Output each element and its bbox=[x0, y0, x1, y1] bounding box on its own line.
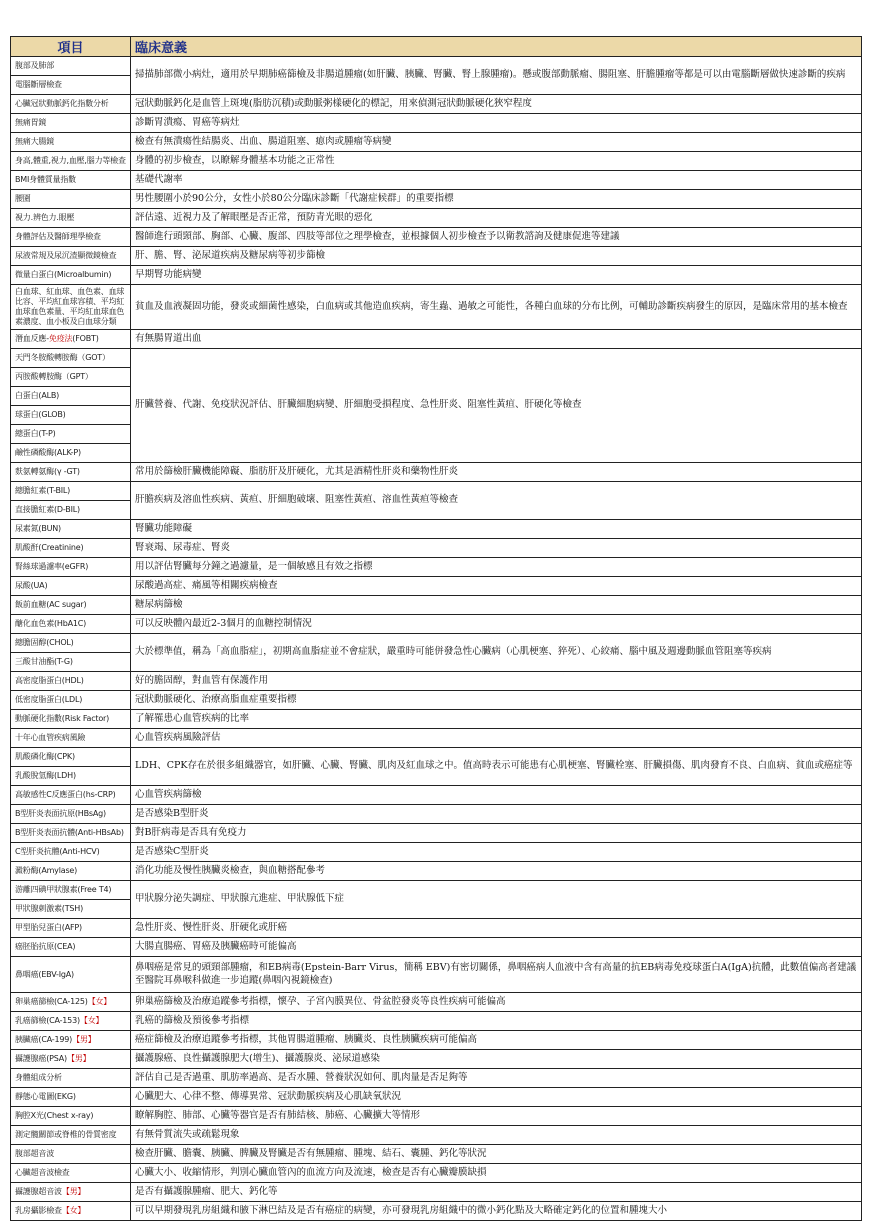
exam-item-cell bbox=[11, 152, 131, 171]
exam-item-cell bbox=[11, 1050, 131, 1069]
exam-item-name: 攝護腺癌(PSA) bbox=[15, 1054, 67, 1063]
table-row bbox=[11, 938, 862, 957]
exam-item-cell bbox=[11, 596, 131, 615]
header-item: 項目 bbox=[11, 37, 131, 57]
exam-item-tag: 【女】 bbox=[79, 1016, 104, 1025]
table-row bbox=[11, 1069, 862, 1088]
exam-item-cell bbox=[11, 615, 131, 634]
exam-item-name: 白蛋白(ALB) bbox=[15, 391, 60, 400]
table-row bbox=[11, 691, 862, 710]
clinical-meaning-cell: 冠狀動脈硬化、治療高脂血症重要指標 bbox=[131, 691, 862, 710]
exam-item-name: 無痛大腸鏡 bbox=[15, 137, 54, 146]
exam-item-name: B型肝炎表面抗體(Anti-HBsAb) bbox=[15, 828, 124, 837]
clinical-meaning-cell: 有無骨質流失或疏鬆現象 bbox=[131, 1126, 862, 1145]
table-row bbox=[11, 1183, 862, 1202]
clinical-meaning-cell: 評估自己是否過重、肌肪率過高、是否水腫、營養狀況如何、肌肉量是否足夠等 bbox=[131, 1069, 862, 1088]
exam-item-name: B型肝炎表面抗原(HBsAg) bbox=[15, 809, 106, 818]
table-row bbox=[11, 171, 862, 190]
exam-item-name: 乳酸脫氫酶(LDH) bbox=[15, 771, 76, 780]
table-row bbox=[11, 843, 862, 862]
exam-item-name: 視力.辨色力.眼壓 bbox=[15, 213, 75, 222]
exam-item-cell bbox=[11, 862, 131, 881]
table-row bbox=[11, 1088, 862, 1107]
clinical-meaning-cell: LDH、CPK存在於很多組織器官，如肝臟、心臟、腎臟、肌肉及紅血球之中。值高時表示可能患有心肌梗塞、腎臟栓塞、肝臟損傷、肌肉發育不良、白血病、貧血或癌症等 bbox=[131, 748, 862, 786]
exam-item-cell bbox=[11, 1145, 131, 1164]
clinical-meaning-cell: 腎衰竭、尿毒症、腎炎 bbox=[131, 539, 862, 558]
exam-item-cell bbox=[11, 425, 131, 444]
table-row bbox=[11, 349, 862, 368]
clinical-meaning-cell: 心臟大小、收縮情形，判別心臟血管內的血流方向及流速，檢查是否有心臟瓣膜缺損 bbox=[131, 1164, 862, 1183]
clinical-meaning-cell: 乳癌的篩檢及預後參考指標 bbox=[131, 1012, 862, 1031]
exam-item-cell bbox=[11, 247, 131, 266]
table-row bbox=[11, 190, 862, 209]
exam-item-cell bbox=[11, 843, 131, 862]
exam-item-name: 癌胚胎抗原(CEA) bbox=[15, 942, 76, 951]
exam-item-name: 麩氨轉氨酶(γ -GT) bbox=[15, 467, 80, 476]
exam-item-cell bbox=[11, 114, 131, 133]
exam-item-name: 電腦斷層檢查 bbox=[15, 80, 62, 89]
exam-item-cell bbox=[11, 748, 131, 767]
table-row bbox=[11, 748, 862, 767]
exam-item-cell bbox=[11, 76, 131, 95]
exam-item-cell bbox=[11, 406, 131, 425]
clinical-meaning-cell: 甲狀腺分泌失調症、甲狀腺亢進症、甲狀腺低下症 bbox=[131, 881, 862, 919]
table-row bbox=[11, 957, 862, 993]
exam-item-name: 肌酸磷化酶(CPK) bbox=[15, 752, 75, 761]
clinical-meaning-cell: 診斷胃潰瘍、胃癌等病灶 bbox=[131, 114, 862, 133]
exam-item-cell bbox=[11, 824, 131, 843]
exam-item-name: 尿酸(UA) bbox=[15, 581, 48, 590]
clinical-meaning-cell: 心血管疾病風險評估 bbox=[131, 729, 862, 748]
clinical-meaning-cell: 早期腎功能病變 bbox=[131, 266, 862, 285]
exam-item-cell bbox=[11, 938, 131, 957]
exam-item-cell bbox=[11, 919, 131, 938]
exam-item-cell bbox=[11, 900, 131, 919]
exam-item-name: 心臟超音波檢查 bbox=[15, 1168, 70, 1177]
clinical-meaning-cell: 用以評估腎臟每分鐘之過濾量，是一個敏感且有效之指標 bbox=[131, 558, 862, 577]
exam-item-name: 動脈硬化指數(Risk Factor) bbox=[15, 714, 110, 723]
clinical-meaning-cell: 大腸直腸癌、胃癌及胰臟癌時可能偏高 bbox=[131, 938, 862, 957]
exam-item-name: 甲型胎兒蛋白(AFP) bbox=[15, 923, 82, 932]
exam-item-tag: 免疫法 bbox=[48, 334, 73, 343]
exam-item-cell bbox=[11, 133, 131, 152]
exam-item-name: 球蛋白(GLOB) bbox=[15, 410, 66, 419]
exam-item-name: 乳癌篩檢(CA-153) bbox=[15, 1016, 80, 1025]
exam-item-cell bbox=[11, 463, 131, 482]
exam-item-name: 卵巢癌篩檢(CA-125) bbox=[15, 997, 88, 1006]
health-exam-table-sheet bbox=[10, 36, 861, 1221]
table-header-row bbox=[11, 37, 862, 57]
exam-item-name: 低密度脂蛋白(LDL) bbox=[15, 695, 83, 704]
clinical-meaning-cell: 尿酸過高症、痛風等相關疾病檢查 bbox=[131, 577, 862, 596]
exam-item-cell bbox=[11, 95, 131, 114]
exam-item-cell bbox=[11, 349, 131, 368]
exam-item-name: 腎絲球過濾率(eGFR) bbox=[15, 562, 89, 571]
table-row bbox=[11, 1050, 862, 1069]
exam-item-name: 鼻咽癌(EBV-IgA) bbox=[15, 969, 74, 979]
exam-item-cell bbox=[11, 767, 131, 786]
clinical-meaning-cell: 是否感染B型肝炎 bbox=[131, 805, 862, 824]
clinical-meaning-cell: 冠狀動脈鈣化是血管上斑塊(脂肪沉積)或動脈粥樣硬化的標記，用來偵測冠狀動脈硬化狹窄程度 bbox=[131, 95, 862, 114]
table-row bbox=[11, 114, 862, 133]
exam-item-name: 澱粉酶(Amylase) bbox=[15, 866, 78, 875]
clinical-meaning-cell: 評估遠、近視力及了解眼壓是否正常，預防青光眼的惡化 bbox=[131, 209, 862, 228]
exam-item-name: 腹部超音波 bbox=[15, 1149, 54, 1158]
exam-item-cell bbox=[11, 653, 131, 672]
exam-item-cell bbox=[11, 672, 131, 691]
exam-item-cell bbox=[11, 1164, 131, 1183]
exam-item-cell bbox=[11, 368, 131, 387]
exam-item-name: 總膽紅素(T-BIL) bbox=[15, 486, 71, 495]
clinical-meaning-cell: 檢查有無潰瘍性結腸炎、出血、腸道阻塞、瘜肉或腫瘤等病變 bbox=[131, 133, 862, 152]
table-row bbox=[11, 919, 862, 938]
exam-item-cell bbox=[11, 482, 131, 501]
exam-item-cell bbox=[11, 729, 131, 748]
table-row bbox=[11, 285, 862, 330]
table-row bbox=[11, 1031, 862, 1050]
exam-item-cell bbox=[11, 1183, 131, 1202]
clinical-meaning-cell: 糖尿病篩檢 bbox=[131, 596, 862, 615]
exam-item-cell bbox=[11, 634, 131, 653]
exam-item-name: 腹部及肺部 bbox=[15, 61, 54, 70]
clinical-meaning-cell: 大於標準值，稱為「高血脂症」，初期高血脂症並不會症狀，嚴重時可能併發急性心臟病（心肌梗塞、猝死）、心絞痛、腦中風及週邊動脈血管阻塞等疾病 bbox=[131, 634, 862, 672]
clinical-meaning-cell: 是否有攝護腺腫瘤、肥大、鈣化等 bbox=[131, 1183, 862, 1202]
table-row bbox=[11, 993, 862, 1012]
exam-item-suffix: (FOBT) bbox=[72, 334, 99, 343]
exam-item-cell bbox=[11, 1107, 131, 1126]
exam-item-tag: 【男】 bbox=[72, 1035, 96, 1044]
table-row bbox=[11, 247, 862, 266]
exam-item-cell bbox=[11, 228, 131, 247]
exam-item-cell bbox=[11, 520, 131, 539]
table-row bbox=[11, 520, 862, 539]
clinical-meaning-cell: 了解罹患心血管疾病的比率 bbox=[131, 710, 862, 729]
table-row bbox=[11, 539, 862, 558]
exam-item-name: 無痛胃鏡 bbox=[15, 118, 47, 127]
exam-items-table bbox=[10, 36, 862, 1221]
exam-item-name: 身高,體重,視力,血壓,腦力等檢查 bbox=[15, 156, 126, 165]
clinical-meaning-cell: 消化功能及慢性胰臟炎檢查，與血糖搭配參考 bbox=[131, 862, 862, 881]
table-row bbox=[11, 482, 862, 501]
exam-item-cell bbox=[11, 805, 131, 824]
table-row bbox=[11, 672, 862, 691]
clinical-meaning-cell: 急性肝炎、慢性肝炎、肝硬化或肝癌 bbox=[131, 919, 862, 938]
exam-item-name: 尿液常規及尿沉渣顯微鏡檢查 bbox=[15, 251, 117, 260]
table-row bbox=[11, 881, 862, 900]
exam-item-name: 潛血反應- bbox=[15, 334, 49, 343]
exam-item-cell bbox=[11, 444, 131, 463]
table-row bbox=[11, 1145, 862, 1164]
exam-item-cell bbox=[11, 539, 131, 558]
exam-item-cell bbox=[11, 266, 131, 285]
exam-item-cell bbox=[11, 57, 131, 76]
exam-item-name: 胸腔X光(Chest x-ray) bbox=[15, 1111, 94, 1120]
table-row bbox=[11, 1164, 862, 1183]
clinical-meaning-cell: 心臟肥大、心律不整、傳導異常、冠狀動脈疾病及心肌缺氧狀況 bbox=[131, 1088, 862, 1107]
table-row bbox=[11, 266, 862, 285]
clinical-meaning-cell: 掃描肺部微小病灶，適用於早期肺癌篩檢及非腸道腫瘤(如肝臟、胰臟、腎臟、腎上腺腫瘤)。懸或腹部動脈瘤、腸阻塞、肝膽腫瘤等都是可以由電腦斷層做快速診斷的疾病 bbox=[131, 57, 862, 95]
exam-item-name: 高敏感性C反應蛋白(hs-CRP) bbox=[15, 790, 116, 799]
clinical-meaning-cell: 肝臟營養、代謝、免疫狀況評估、肝臟細胞病變、肝細胞受損程度、急性肝炎、阻塞性黃疸、肝硬化等檢查 bbox=[131, 349, 862, 463]
clinical-meaning-cell: 卵巢癌篩檢及治療追蹤參考指標，懷孕、子宮內膜異位、骨盆腔發炎等良性疾病可能偏高 bbox=[131, 993, 862, 1012]
table-row bbox=[11, 95, 862, 114]
clinical-meaning-cell: 檢查肝臟、膽囊、胰臟、脾臟及腎臟是否有無腫瘤、腫塊、結石、囊腫、鈣化等狀況 bbox=[131, 1145, 862, 1164]
exam-item-name: 白血球、紅血球、血色素、血球比容、平均紅血球容積、平均紅血球血色素量、平均紅血球血色素濃度、血小板及白血球分類 bbox=[15, 287, 125, 326]
clinical-meaning-cell: 心血管疾病篩檢 bbox=[131, 786, 862, 805]
exam-item-cell bbox=[11, 710, 131, 729]
table-row bbox=[11, 133, 862, 152]
table-row bbox=[11, 209, 862, 228]
exam-item-cell bbox=[11, 501, 131, 520]
exam-item-cell bbox=[11, 285, 131, 330]
clinical-meaning-cell: 可以反映體內最近2-3個月的血糖控制情況 bbox=[131, 615, 862, 634]
exam-item-cell bbox=[11, 786, 131, 805]
header-clinical-meaning: 臨床意義 bbox=[131, 37, 862, 57]
table-row bbox=[11, 729, 862, 748]
exam-item-name: 攝護腺超音波 bbox=[15, 1187, 62, 1196]
exam-item-name: 胰臟癌(CA-199) bbox=[15, 1035, 73, 1044]
clinical-meaning-cell: 有無腸胃道出血 bbox=[131, 330, 862, 349]
clinical-meaning-cell: 攝護腺癌、良性攝護腺肥大(增生)、攝護腺炎、泌尿道感染 bbox=[131, 1050, 862, 1069]
table-row bbox=[11, 805, 862, 824]
clinical-meaning-cell: 可以早期發現乳房組織和腋下淋巴結及是否有癌症的病變，亦可發現乳房組織中的微小鈣化點及大略確定鈣化的位置和腫塊大小 bbox=[131, 1202, 862, 1221]
table-row bbox=[11, 228, 862, 247]
exam-item-cell bbox=[11, 957, 131, 993]
clinical-meaning-cell: 腎臟功能障礙 bbox=[131, 520, 862, 539]
table-row bbox=[11, 710, 862, 729]
table-row bbox=[11, 634, 862, 653]
clinical-meaning-cell: 好的膽固醇，對血管有保護作用 bbox=[131, 672, 862, 691]
clinical-meaning-cell: 鼻咽癌是常見的頭頸部腫瘤，和EB病毒(Epstein-Barr Virus，簡稱 EBV)有密切關係，鼻咽癌病人血液中含有高量的抗EB病毒免疫球蛋白A(IgA)抗體，此數值偏高者建議至醫院耳鼻喉科做進一步追蹤(鼻咽內視鏡檢查) bbox=[131, 957, 862, 993]
exam-item-name: 三酸甘油酯(T-G) bbox=[15, 657, 73, 666]
exam-item-name: 天門冬胺酸轉胺酶（GOT） bbox=[15, 353, 110, 362]
exam-item-cell bbox=[11, 1069, 131, 1088]
exam-item-name: 心臟冠狀動脈鈣化指數分析 bbox=[15, 99, 109, 108]
exam-item-name: 總膽固醇(CHOL) bbox=[15, 638, 74, 647]
clinical-meaning-cell: 貧血及血液凝固功能，發炎或細菌性感染，白血病或其他造血疾病，寄生蟲、過敏之可能性，各種白血球的分布比例，可輔助診斷疾病發生的原因，是臨床常用的基本檢查 bbox=[131, 285, 862, 330]
exam-item-name: 丙胺酸轉胺酶（GPT） bbox=[15, 372, 93, 381]
table-row bbox=[11, 824, 862, 843]
table-row bbox=[11, 330, 862, 349]
exam-item-name: 游離四碘甲狀腺素(Free T4) bbox=[15, 885, 112, 894]
exam-item-name: 鹼性磷酸酶(ALK-P) bbox=[15, 448, 81, 457]
exam-item-name: 微量白蛋白(Microalbumin) bbox=[15, 270, 112, 279]
exam-item-cell bbox=[11, 171, 131, 190]
clinical-meaning-cell: 瞭解胸腔、肺部、心臟等器官是否有肺結核、肺癌、心臟擴大等情形 bbox=[131, 1107, 862, 1126]
exam-item-tag: 【男】 bbox=[66, 1054, 91, 1063]
exam-item-cell bbox=[11, 209, 131, 228]
clinical-meaning-cell: 常用於篩檢肝臟機能障礙、脂肪肝及肝硬化，尤其是酒精性肝炎和藥物性肝炎 bbox=[131, 463, 862, 482]
exam-item-name: 肌酸酐(Creatinine) bbox=[15, 543, 84, 552]
exam-item-name: 高密度脂蛋白(HDL) bbox=[15, 676, 84, 685]
table-row bbox=[11, 862, 862, 881]
table-row bbox=[11, 57, 862, 76]
clinical-meaning-cell: 肝、膽、腎、泌尿道疾病及糖尿病等初步篩檢 bbox=[131, 247, 862, 266]
table-row bbox=[11, 786, 862, 805]
exam-item-name: 乳房攝影檢查 bbox=[15, 1206, 62, 1215]
exam-item-name: BMI身體質量指數 bbox=[15, 175, 76, 184]
clinical-meaning-cell: 男性腰圍小於90公分，女性小於80公分臨床診斷「代謝症候群」的重要指標 bbox=[131, 190, 862, 209]
table-row bbox=[11, 615, 862, 634]
exam-item-cell bbox=[11, 993, 131, 1012]
table-row bbox=[11, 1107, 862, 1126]
exam-item-cell bbox=[11, 577, 131, 596]
exam-item-cell bbox=[11, 558, 131, 577]
exam-item-name: C型肝炎抗體(Anti-HCV) bbox=[15, 847, 100, 856]
clinical-meaning-cell: 基礎代謝率 bbox=[131, 171, 862, 190]
exam-item-name: 飯前血糖(AC sugar) bbox=[15, 600, 87, 609]
table-row bbox=[11, 152, 862, 171]
exam-item-cell bbox=[11, 1126, 131, 1145]
table-row bbox=[11, 463, 862, 482]
exam-item-cell bbox=[11, 1012, 131, 1031]
exam-item-name: 靜態心電圖(EKG) bbox=[15, 1092, 76, 1101]
clinical-meaning-cell: 身體的初步檢查，以瞭解身體基本功能之正常性 bbox=[131, 152, 862, 171]
exam-item-name: 甲狀腺刺激素(TSH) bbox=[15, 904, 84, 913]
exam-item-cell bbox=[11, 387, 131, 406]
table-row bbox=[11, 1012, 862, 1031]
clinical-meaning-cell: 醫師進行頭頸部、胸部、心臟、腹部、四肢等部位之理學檢查，並根據個人初步檢查予以衛教諮詢及健康促進等建議 bbox=[131, 228, 862, 247]
exam-item-tag: 【女】 bbox=[61, 1206, 86, 1215]
exam-item-cell bbox=[11, 691, 131, 710]
exam-item-tag: 【男】 bbox=[61, 1187, 86, 1196]
table-row bbox=[11, 596, 862, 615]
clinical-meaning-cell: 癌症篩檢及治療追蹤參考指標，其他胃腸道腫瘤、胰臟炎、良性胰臟疾病可能偏高 bbox=[131, 1031, 862, 1050]
clinical-meaning-cell: 肝膽疾病及溶血性疾病、黃疸、肝細胞破壞、阻塞性黃疸、溶血性黃疸等檢查 bbox=[131, 482, 862, 520]
table-row bbox=[11, 558, 862, 577]
exam-item-name: 總蛋白(T-P) bbox=[15, 429, 56, 438]
exam-item-name: 測定髖關節或脊椎的骨質密度 bbox=[15, 1130, 117, 1139]
table-row bbox=[11, 1126, 862, 1145]
exam-item-cell bbox=[11, 1088, 131, 1107]
exam-item-cell bbox=[11, 881, 131, 900]
table-row bbox=[11, 1202, 862, 1221]
table-body bbox=[11, 57, 862, 1221]
clinical-meaning-cell: 是否感染C型肝炎 bbox=[131, 843, 862, 862]
exam-item-cell bbox=[11, 190, 131, 209]
clinical-meaning-cell: 對B肝病毒是否具有免疫力 bbox=[131, 824, 862, 843]
exam-item-cell bbox=[11, 1031, 131, 1050]
exam-item-tag: 【女】 bbox=[87, 997, 112, 1006]
exam-item-name: 腰圍 bbox=[15, 194, 31, 203]
exam-item-name: 醣化血色素(HbA1C) bbox=[15, 619, 87, 628]
exam-item-name: 身體組成分析 bbox=[15, 1073, 62, 1082]
exam-item-name: 身體評估及醫師理學檢查 bbox=[15, 232, 101, 241]
table-row bbox=[11, 577, 862, 596]
exam-item-name: 十年心血管疾病風險 bbox=[15, 733, 86, 742]
exam-item-name: 尿素氮(BUN) bbox=[15, 524, 61, 533]
exam-item-name: 直接膽紅素(D-BIL) bbox=[15, 505, 80, 514]
exam-item-cell bbox=[11, 1202, 131, 1221]
exam-item-cell bbox=[11, 330, 131, 349]
